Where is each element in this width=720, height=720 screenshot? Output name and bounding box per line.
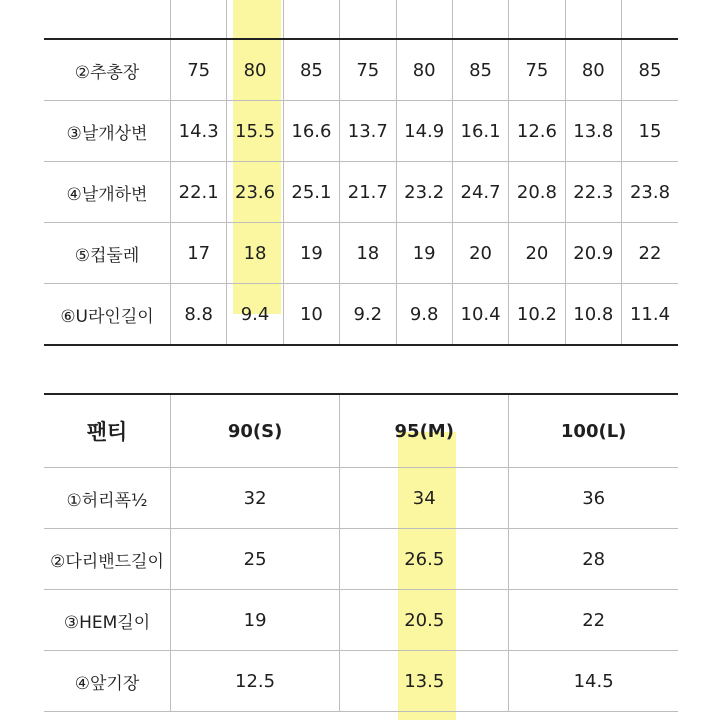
- table-row: [44, 468, 678, 529]
- table-row: [44, 39, 678, 101]
- cell: [452, 0, 508, 39]
- row-label: ⑥U라인길이: [44, 284, 171, 346]
- table-row: [44, 101, 678, 162]
- cell: 18: [340, 223, 396, 284]
- cell: 15: [622, 101, 679, 162]
- cell: [283, 0, 339, 39]
- row-label: ③HEM길이: [44, 590, 171, 651]
- cell: 14.5: [509, 651, 678, 712]
- column-header: 90(S): [171, 394, 340, 468]
- column-header: 95(M): [340, 394, 509, 468]
- cell: 26.5: [340, 529, 509, 590]
- cell: 9.2: [340, 284, 396, 346]
- bra-size-table: [44, 0, 678, 346]
- cell: 22: [509, 590, 678, 651]
- cell: [227, 0, 283, 39]
- cell: [396, 0, 452, 39]
- column-header: 100(L): [509, 394, 678, 468]
- cell: 23.8: [622, 162, 679, 223]
- cell: 13.5: [340, 651, 509, 712]
- cell: 10: [283, 284, 339, 346]
- cell: 25: [171, 529, 340, 590]
- cell: 24.7: [452, 162, 508, 223]
- cell: 14.9: [396, 101, 452, 162]
- table-row: [44, 223, 678, 284]
- cell: 14.3: [171, 101, 227, 162]
- cell: 23.2: [396, 162, 452, 223]
- cell: 75: [340, 39, 396, 101]
- cell: 10.2: [509, 284, 565, 346]
- cell: 20: [452, 223, 508, 284]
- table-row: [44, 651, 678, 712]
- row-label: ②추총장: [44, 39, 171, 101]
- cell: [622, 0, 679, 39]
- cell: 8.8: [171, 284, 227, 346]
- table-header-row: [44, 394, 678, 468]
- table-row: [44, 590, 678, 651]
- cell: 20.9: [565, 223, 621, 284]
- row-label: ①허리폭½: [44, 468, 171, 529]
- cell: 80: [396, 39, 452, 101]
- cell: 10.8: [565, 284, 621, 346]
- cell: 18: [227, 223, 283, 284]
- cell: 75: [171, 39, 227, 101]
- cell: 22.1: [171, 162, 227, 223]
- table-row: [44, 284, 678, 346]
- cell: 20.8: [509, 162, 565, 223]
- cell: 12.6: [509, 101, 565, 162]
- cell: 80: [565, 39, 621, 101]
- cell: 13.7: [340, 101, 396, 162]
- cell: 11.4: [622, 284, 679, 346]
- cell: 16.1: [452, 101, 508, 162]
- cell: 19: [171, 590, 340, 651]
- row-label: ③날개상변: [44, 101, 171, 162]
- cell: 25.1: [283, 162, 339, 223]
- cell: [509, 0, 565, 39]
- row-label: ②다리밴드길이: [44, 529, 171, 590]
- cell: 19: [283, 223, 339, 284]
- cell: 85: [452, 39, 508, 101]
- row-label: ④앞기장: [44, 651, 171, 712]
- cell: [565, 0, 621, 39]
- cell: 85: [283, 39, 339, 101]
- cell: 16.6: [283, 101, 339, 162]
- cell: 9.4: [227, 284, 283, 346]
- cell: 20: [509, 223, 565, 284]
- row-label: ④날개하변: [44, 162, 171, 223]
- cell: [340, 0, 396, 39]
- cell: 80: [227, 39, 283, 101]
- cell: 15.5: [227, 101, 283, 162]
- cell: 9.8: [396, 284, 452, 346]
- cell: 22.3: [565, 162, 621, 223]
- table-row: [44, 162, 678, 223]
- pants-title: 팬티: [44, 394, 171, 468]
- cell: 32: [171, 468, 340, 529]
- cell: 34: [340, 468, 509, 529]
- cell: 12.5: [171, 651, 340, 712]
- cell: [171, 0, 227, 39]
- cell: 36: [509, 468, 678, 529]
- cell: 10.4: [452, 284, 508, 346]
- cell: 21.7: [340, 162, 396, 223]
- pants-size-table: [44, 393, 678, 712]
- cell: 22: [622, 223, 679, 284]
- row-label: [44, 0, 171, 39]
- cell: 85: [622, 39, 679, 101]
- cell: 28: [509, 529, 678, 590]
- cell: 23.6: [227, 162, 283, 223]
- row-label: ⑤컵둘레: [44, 223, 171, 284]
- table-row: [44, 529, 678, 590]
- table-row: [44, 0, 678, 39]
- cell: 17: [171, 223, 227, 284]
- cell: 19: [396, 223, 452, 284]
- cell: 20.5: [340, 590, 509, 651]
- cell: 13.8: [565, 101, 621, 162]
- cell: 75: [509, 39, 565, 101]
